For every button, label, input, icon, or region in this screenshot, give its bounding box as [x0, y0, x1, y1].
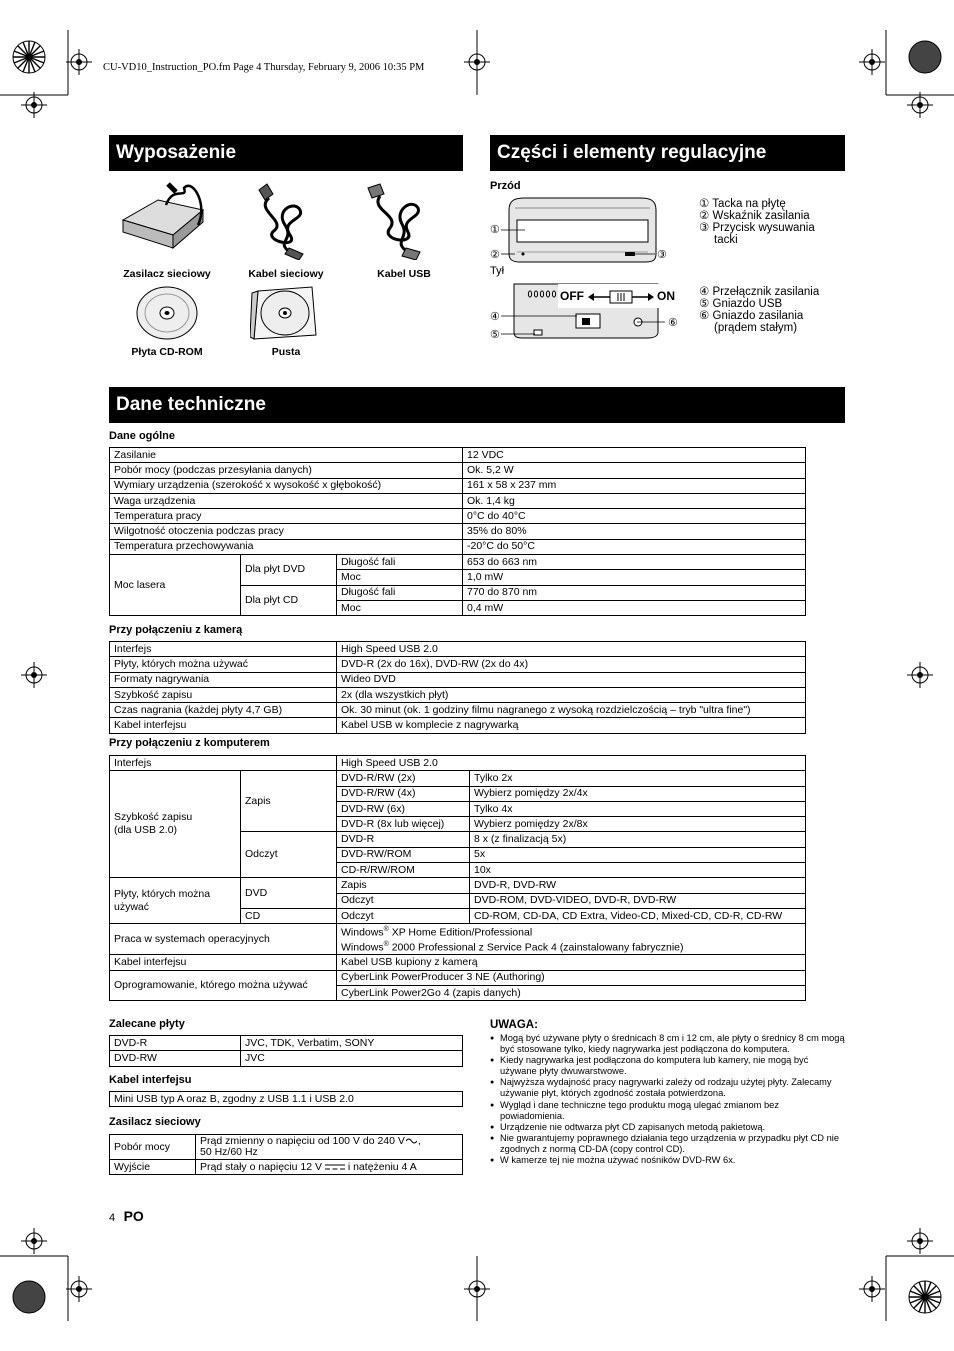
table-row: Oprogramowanie, którego można używać CyberLink PowerProducer 3 NE (Authoring): [110, 970, 806, 985]
language-code: PO: [123, 1208, 144, 1224]
cd-rom-disc-icon: [135, 285, 199, 341]
table-row: Praca w systemach operacyjnych Windows® XP Home Edition/Professional Windows® 2000 Professional z Service Pack 4 (zainstalowany fabrycznie): [110, 924, 806, 955]
crosshair-mark-icon: [464, 49, 490, 75]
table-row: Mini USB typ A oraz B, zgodny z USB 1.1 i USB 2.0: [110, 1092, 463, 1107]
table-row: Płyty, których można używać DVD-R (2x do 16x), DVD-RW (2x do 4x): [110, 657, 806, 672]
table-row: Moc lasera Dla płyt DVD Długość fali 653 do 663 nm: [110, 555, 806, 570]
table-row: Szybkość zapisu 2x (dla wszystkich płyt): [110, 687, 806, 702]
recommended-discs-table: [109, 1035, 463, 1067]
part-item: ① Tacka na płytę: [699, 198, 786, 210]
ac-adapter-label: Zasilacz sieciowy: [109, 1116, 201, 1128]
power-cable-icon: [245, 180, 325, 260]
callout-2: ②: [490, 249, 500, 261]
table-row: Waga urządzenia Ok. 1,4 kg: [110, 493, 806, 508]
crosshair-mark-icon: [21, 1228, 47, 1254]
table-row: Odczyt DVD-ROM, DVD-VIDEO, DVD-R, DVD-RW: [110, 893, 806, 908]
table-row: CD-R/RW/ROM 10x: [110, 863, 806, 878]
notes-list: [490, 1033, 846, 1166]
note-item: ● Mogą być używane płyty o średnicach 8 cm i 12 cm, ale płyty o średnicy 8 cm mogą być stosowane tylko, kiedy nagrywarka jest podłączona do komputera.: [490, 1033, 846, 1055]
switch-off-label: OFF: [560, 289, 584, 303]
table-row: DVD-RW JVC: [110, 1051, 463, 1066]
callout-5: ⑤: [490, 329, 500, 341]
discs-label: Płyty, których można używać: [110, 878, 241, 924]
recommended-discs-label: Zalecane płyty: [109, 1018, 185, 1030]
table-row: Formaty nagrywania Wideo DVD: [110, 672, 806, 687]
table-row: Płyty, których można używać DVD Zapis DVD-R, DVD-RW: [110, 878, 806, 893]
back-parts-list: [699, 286, 819, 334]
table-row: Wymiary urządzenia (szerokość x wysokość x głębokość) 161 x 58 x 237 mm: [110, 478, 806, 493]
note-item: ● Wygląd i dane techniczne tego produktu mogą ulegać zmianom bez powiadomienia.: [490, 1100, 846, 1122]
table-row: Pobór mocy Prąd zmienny o napięciu od 100 V do 240 V , 50 Hz/60 Hz: [110, 1135, 463, 1160]
callout-1: ①: [490, 224, 500, 236]
table-row: Moc 0,4 mW: [110, 600, 806, 615]
callout-lines: [485, 190, 685, 350]
usb-cable-icon: [360, 180, 440, 260]
file-header: CU-VD10_Instruction_PO.fm Page 4 Thursday, February 9, 2006 10:35 PM: [103, 62, 425, 73]
crosshair-mark-icon: [21, 92, 47, 118]
table-row: Pobór mocy (podczas przesyłania danych) Ok. 5,2 W: [110, 463, 806, 478]
table-row: Kabel interfejsu Kabel USB kupiony z kamerą: [110, 955, 806, 970]
callout-6: ⑥: [668, 317, 678, 329]
registration-target-icon: [908, 1280, 942, 1314]
table-row: Odczyt DVD-R 8 x (z finalizacją 5x): [110, 832, 806, 847]
crosshair-mark-icon: [907, 662, 933, 688]
general-specs-label: Dane ogólne: [109, 430, 176, 442]
note-item: ● W kamerze tej nie można używać nośników DVD-RW 6x.: [490, 1155, 846, 1166]
dc-symbol-icon: [325, 1163, 345, 1171]
crosshair-mark-icon: [907, 1228, 933, 1254]
note-item: ● Kiedy nagrywarka jest podłączona do komputera lub kamery, nie mogą być używane płyty dwuwarstwowe.: [490, 1055, 846, 1077]
front-label: Przód: [490, 180, 521, 192]
part-item: ⑥ Gniazdo zasilania: [699, 310, 804, 322]
crosshair-mark-icon: [907, 92, 933, 118]
registration-target-icon: [12, 40, 46, 74]
table-row: Temperatura pracy 0°C do 40°C: [110, 509, 806, 524]
computer-specs-label: Przy połączeniu z komputerem: [109, 737, 270, 749]
camera-specs-table: [109, 641, 806, 734]
table-row: Dla płyt CD Długość fali 770 do 870 nm: [110, 585, 806, 600]
table-row: CyberLink Power2Go 4 (zapis danych): [110, 985, 806, 1000]
switch-on-label: ON: [657, 289, 675, 303]
part-item: tacki: [714, 234, 738, 246]
table-row: DVD-R (8x lub więcej) Wybierz pomiędzy 2x/8x: [110, 817, 806, 832]
camera-specs-label: Przy połączeniu z kamerą: [109, 624, 243, 636]
ac-input-value: Prąd zmienny o napięciu od 100 V do 240 V , 50 Hz/60 Hz: [196, 1135, 463, 1160]
table-row: CD Odczyt CD-ROM, CD-DA, CD Extra, Video-CD, Mixed-CD, CD-R, CD-RW: [110, 908, 806, 923]
computer-specs-table: [109, 755, 806, 1001]
part-item: ⑤ Gniazdo USB: [699, 298, 783, 310]
table-row: DVD-RW/ROM 5x: [110, 847, 806, 862]
crosshair-mark-icon: [66, 1276, 92, 1302]
table-row: DVD-R JVC, TDK, Verbatim, SONY: [110, 1036, 463, 1051]
table-row: Temperatura przechowywania -20°C do 50°C: [110, 539, 806, 554]
os-list: Windows® XP Home Edition/Professional Windows® 2000 Professional z Service Pack 4 (zainstalowany fabrycznie): [337, 924, 806, 955]
accessory-label: Kabel sieciowy: [248, 268, 324, 280]
accessory-label: Zasilacz sieciowy: [123, 268, 211, 280]
callout-3: ③: [657, 249, 667, 261]
part-item: (prądem stałym): [714, 322, 798, 334]
accessory-label: Płyta CD-ROM: [131, 346, 203, 358]
part-item: ② Wskaźnik zasilania: [699, 210, 810, 222]
crosshair-mark-icon: [859, 49, 885, 75]
table-row: Interfejs High Speed USB 2.0: [110, 642, 806, 657]
registration-dot-icon: [908, 40, 942, 74]
crosshair-mark-icon: [21, 662, 47, 688]
interface-cable-label: Kabel interfejsu: [109, 1074, 192, 1086]
note-item: ● Najwyższa wydajność pracy nagrywarki zależy od rodzaju użytej płyty. Zalecamy używanie płyt, których zgodność została potwierdzona.: [490, 1077, 846, 1099]
table-row: Moc 1,0 mW: [110, 570, 806, 585]
accessory-label: Kabel USB: [377, 268, 431, 280]
accessory-label: Pusta: [271, 346, 301, 358]
accessories-title: Wyposażenie: [109, 135, 463, 171]
table-row: Czas nagrania (każdej płyty 4,7 GB) Ok. 30 minut (ok. 1 godziny filmu nagranego z wysoką rozdzielczością – tryb "ultra fine"): [110, 703, 806, 718]
ac-adapter-icon: [118, 180, 218, 258]
dc-output-value: Prąd stały o napięciu 12 V i natężeniu 4 A: [196, 1160, 463, 1175]
crosshair-mark-icon: [464, 1276, 490, 1302]
table-row: Wyjście Prąd stały o napięciu 12 V i natężeniu 4 A: [110, 1160, 463, 1175]
part-item: ④ Przełącznik zasilania: [699, 286, 820, 298]
table-row: Szybkość zapisu (dla USB 2.0) Zapis DVD-R/RW (2x) Tylko 2x: [110, 771, 806, 786]
table-row: Wilgotność otoczenia podczas pracy 35% do 80%: [110, 524, 806, 539]
notes-title: UWAGA:: [490, 1019, 538, 1031]
blank-disc-case-icon: [250, 285, 322, 341]
registration-dot-icon: [12, 1280, 46, 1314]
page-footer: [109, 1208, 144, 1226]
write-speed-label: Szybkość zapisu (dla USB 2.0): [110, 771, 241, 878]
crosshair-mark-icon: [66, 49, 92, 75]
table-row: DVD-R/RW (4x) Wybierz pomiędzy 2x/4x: [110, 786, 806, 801]
page-number: 4: [109, 1212, 116, 1224]
specs-title: Dane techniczne: [109, 387, 845, 423]
ac-adapter-table: [109, 1134, 463, 1175]
front-parts-list: [699, 198, 815, 246]
interface-cable-table: [109, 1091, 463, 1107]
table-row: Kabel interfejsu Kabel USB w komplecie z nagrywarką: [110, 718, 806, 733]
note-item: ● Nie gwarantujemy poprawnego działania tego urządzenia w przypadku płyt CD nie zgodnych z normą CD-DA (copy control CD).: [490, 1133, 846, 1155]
table-row: Interfejs High Speed USB 2.0: [110, 756, 806, 771]
parts-title: Części i elementy regulacyjne: [490, 135, 845, 171]
note-item: ● Urządzenie nie odtwarza płyt CD zapisanych metodą pakietową.: [490, 1122, 846, 1133]
table-row: DVD-RW (6x) Tylko 4x: [110, 801, 806, 816]
general-specs-table: [109, 447, 806, 616]
callout-4: ④: [490, 311, 500, 323]
crosshair-mark-icon: [859, 1276, 885, 1302]
ac-wave-icon: [406, 1137, 417, 1144]
table-row: Zasilanie 12 VDC: [110, 448, 806, 463]
back-label: Tył: [490, 265, 505, 277]
part-item: ③ Przycisk wysuwania: [699, 222, 815, 234]
